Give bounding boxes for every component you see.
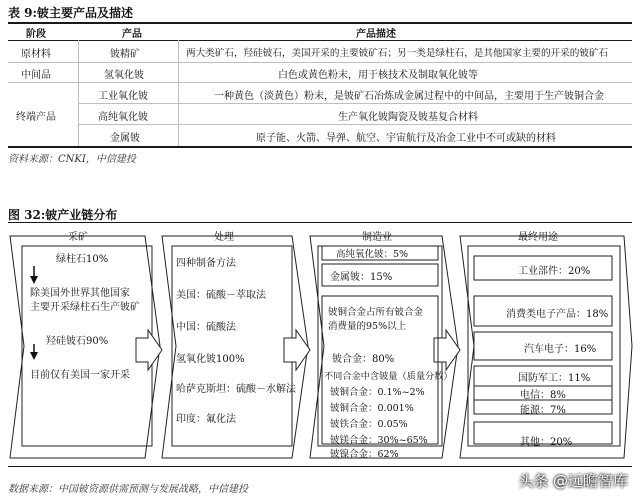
figure-title: 图 32:铍产业链分布 [8, 208, 118, 222]
end-use-item: 消费类电子产品：18% [506, 309, 609, 320]
table-title: 表 9:铍主要产品及描述 [8, 6, 133, 20]
table-top-rule [8, 22, 632, 24]
processing-item: 印度：氟化法 [176, 414, 236, 425]
phase-mining: 采矿 [68, 232, 88, 243]
mining-bertrandite: 羟硅铍石90% [46, 336, 109, 347]
manufacturing-content: 铍镁合金：30%~65% [330, 435, 428, 446]
table-col-divider [78, 40, 79, 146]
phase-manufacturing: 制造业 [362, 232, 392, 243]
processing-item: 四种制备方法 [176, 258, 236, 269]
manufacturing-note: 消费量的95%以上 [328, 321, 407, 332]
table-cell-product: 氢氧化铍 [104, 70, 144, 81]
manufacturing-content: 铍铁合金：0.05% [330, 419, 408, 430]
table-col-divider [178, 40, 179, 146]
table-row-divider [8, 82, 632, 83]
mining-note: 除美国外世界其他国家 [30, 288, 130, 299]
processing-item: 美国：硫酸－萃取法 [176, 290, 266, 301]
manufacturing-metal: 金属铍：15% [330, 272, 393, 283]
manufacturing-content: 铍铜合金：0.001% [330, 403, 414, 414]
table-cell-stage: 原材料 [21, 49, 51, 60]
table-header-rule [8, 40, 632, 41]
mining-note: 主要开采绿柱石生产铍矿 [30, 302, 140, 313]
table-header-product: 产品 [122, 29, 142, 40]
mining-note: 目前仅有美国一家开采 [30, 370, 130, 381]
mining-beryl: 绿柱石10% [56, 254, 109, 265]
figure-title-rule [8, 222, 632, 223]
manufacturing-note: 铍铜合金占所有铍合金 [328, 307, 424, 318]
table-cell-product: 铍精矿 [110, 49, 140, 60]
end-use-item: 国防军工：11% [518, 373, 591, 384]
table-cell-desc: 生产氧化铍陶瓷及铍基复合材料 [338, 112, 478, 123]
table-cell-desc: 白色或黄色粉末，用于核技术及制取氧化铍等 [278, 70, 478, 81]
end-use-item: 能源：7% [520, 405, 566, 416]
manufacturing-alloy: 铍合金：80% [332, 354, 395, 365]
end-use-item: 工业部件：20% [518, 266, 591, 277]
table-cell-product: 高纯氧化铍 [98, 112, 148, 123]
phase-end-use: 最终用途 [518, 232, 558, 243]
table-cell-product: 金属铍 [110, 133, 140, 144]
table-cell-stage: 中间品 [21, 70, 51, 81]
processing-item: 哈萨克斯坦：硫酸－水解法 [176, 384, 296, 395]
end-use-item: 其他：20% [520, 437, 573, 448]
watermark-text: 头条 @远瞻智库 [518, 472, 628, 490]
manufacturing-content: 铍镍合金：62% [330, 449, 399, 460]
table-header-desc: 产品描述 [356, 29, 396, 40]
table-cell-desc: 原子能、火箭、导弹、航空、宇宙航行及冶金工业中不可或缺的材料 [256, 133, 556, 144]
processing-item: 氢氧化铍100% [176, 354, 245, 365]
table-header-stage: 阶段 [26, 29, 46, 40]
manufacturing-content: 铍铜合金：0.1%~2% [330, 387, 425, 398]
table-cell-product: 工业氧化铍 [98, 91, 148, 102]
table-row-divider [78, 103, 632, 104]
table-row-divider [78, 124, 632, 125]
end-use-item: 汽车电子：16% [524, 344, 597, 355]
processing-item: 中国：硫酸法 [176, 322, 236, 333]
table-cell-desc: 一种黄色（淡黄色）粉末，是铍矿石冶炼成金属过程中的中间品，主要用于生产铍铜合金 [214, 91, 604, 102]
table-cell-desc: 两大类矿石，羟硅铍石，美国开采的主要铍矿石；另一类是绿柱石，是其他国家主要的开采的铍矿石 [186, 48, 609, 59]
table-cell-stage: 终端产品 [16, 112, 56, 123]
figure-bottom-rule [8, 466, 632, 467]
manufacturing-high-purity: 高纯氧化铍：5% [336, 249, 409, 260]
phase-processing: 处理 [214, 232, 234, 243]
table-row-divider [8, 62, 632, 63]
table-source: 资料来源：CNKI，中信建投 [8, 154, 136, 165]
manufacturing-content-title: 不同合金中含铍量（质量分数） [324, 371, 453, 382]
figure-source: 数据来源：中国铍资源供需预测与发展战略，中信建投 [8, 484, 248, 495]
table-bottom-rule [8, 146, 632, 148]
end-use-item: 电信：8% [520, 390, 566, 401]
